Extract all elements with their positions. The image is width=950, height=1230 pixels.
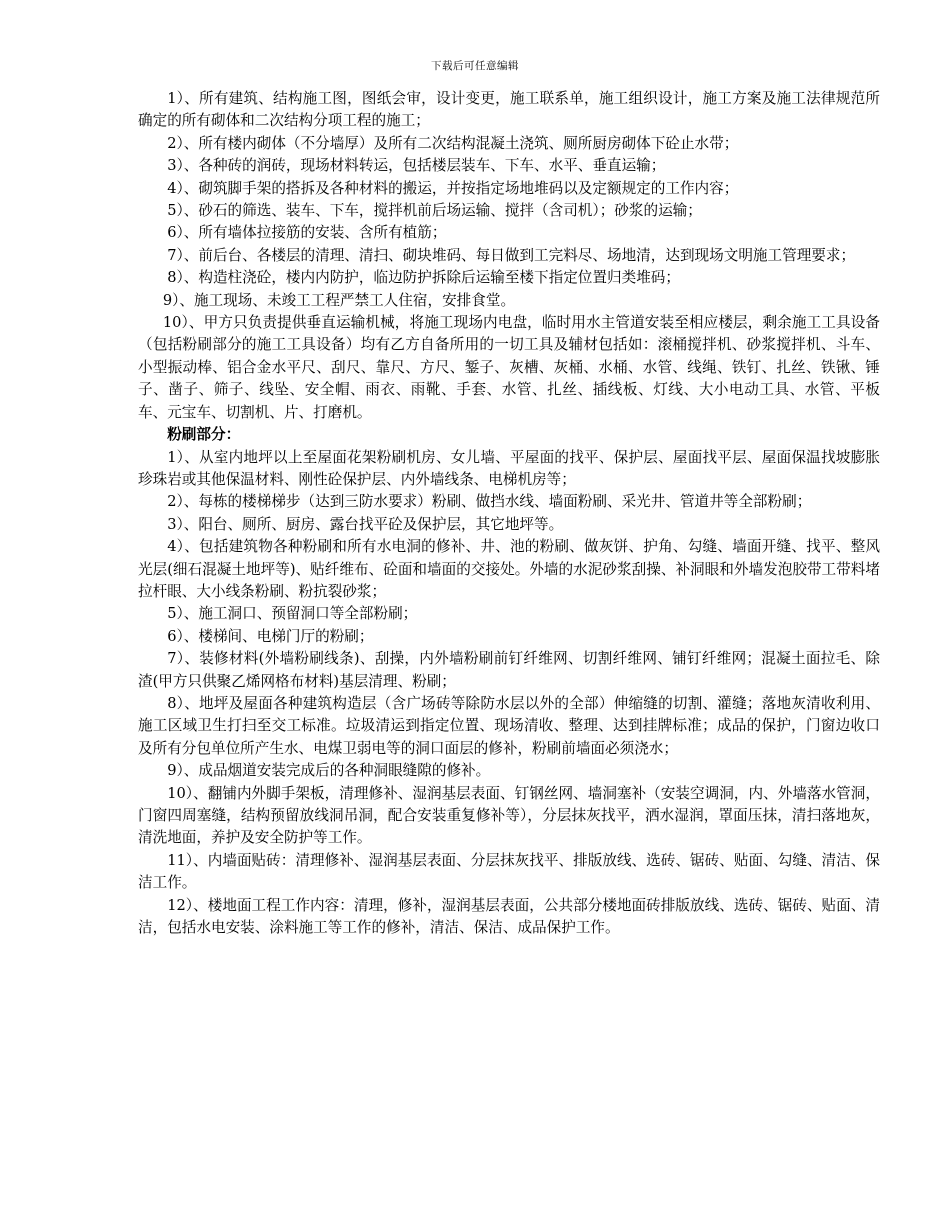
page-header: 下载后可任意编辑	[431, 60, 519, 72]
paragraph: 9）、施工现场、未竣工工程严禁工人住宿，安排食堂。	[162, 291, 516, 309]
paragraph: 10）、翻铺内外脚手架板，清理修补、湿润基层表面、钉钢丝网、墙洞塞补（安装空调洞，内、外墙落水管洞，门窗四周塞缝，结构预留放线洞吊洞，配合安装重复修补等），分层抹灰找平，洒水湿润，罩面压抹，清扫落地灰，清洗地面，养护及安全防护等工作。	[138, 784, 880, 847]
paragraph: 5）、施工洞口、预留洞口等全部粉刷；	[167, 605, 418, 623]
document-body	[138, 88, 880, 939]
paragraph: 11）、内墙面贴砖：清理修补、湿润基层表面、分层抹灰找平、排版放线、选砖、锯砖、贴面、勾缝、清洁、保洁工作。	[138, 851, 880, 892]
paragraph: 2）、所有楼内砌体（不分墙厚）及所有二次结构混凝土浇筑、厕所厨房砌体下砼止水带；	[167, 134, 739, 152]
paragraph: 8）、地坪及屋面各种建筑构造层（含广场砖等除防水层以外的全部）伸缩缝的切割、灌缝；落地灰清收利用、施工区域卫生打扫至交工标准。垃圾清运到指定位置、现场清收、整理、达到挂牌标准；成品的保护，门窗边收口及所有分包单位所产生水、电煤卫弱电等的洞口面层的修补，粉刷前墙面必须浇水；	[138, 694, 880, 757]
paragraph: 1）、从室内地坪以上至屋面花架粉刷机房、女儿墙、平屋面的找平、保护层、屋面找平层、屋面保温找坡膨胀珍珠岩或其他保温材料、刚性砼保护层、内外墙线条、电梯机房等；	[138, 448, 880, 488]
paragraph: 7）、前后台、各楼层的清理、清扫、砌块堆码、每日做到工完料尽、场地清，达到现场文明施工管理要求；	[167, 246, 856, 264]
paragraph: 6）、楼梯间、电梯门厅的粉刷；	[167, 627, 374, 645]
paragraph: 1）、所有建筑、结构施工图，图纸会审，设计变更，施工联系单，施工组织设计，施工方案及施工法律规范所确定的所有砌体和二次结构分项工程的施工；	[138, 90, 880, 130]
paragraph: 12）、楼地面工程工作内容：清理，修补，湿润基层表面，公共部分楼地面砖排版放线、选砖、锯砖、贴面、清洁，包括水电安装、涂料施工等工作的修补，清洁、保洁、成品保护工作。	[138, 896, 880, 937]
paragraph: 3）、阳台、厕所、厨房、露台找平砼及保护层，其它地坪等。	[167, 515, 564, 533]
paragraph: 5）、砂石的筛选、装车、下车，搅拌机前后场运输、搅拌（含司机）；砂浆的运输；	[167, 202, 702, 220]
paragraph: 8）、构造柱浇砼，楼内内防护，临边防护拆除后运输至楼下指定位置归类堆码；	[167, 269, 680, 287]
paragraph: 3）、各种砖的润砖，现场材料转运，包括楼层装车、下车、水平、垂直运输；	[167, 157, 666, 175]
paragraph: 7）、装修材料(外墙粉刷线条)、刮操，内外墙粉刷前钉纤维网、切割纤维网、铺钉纤维网；混凝土面拉毛、除渣(甲方只供聚乙烯网格布材料)基层清理、粉刷；	[138, 650, 880, 690]
section-title: 粉刷部分：	[167, 426, 241, 444]
paragraph: 10）、甲方只负责提供垂直运输机械，将施工现场内电盘，临时用水主管道安装至相应楼层，剩余施工工具设备（包括粉刷部分的施工工具设备）均有乙方自备所用的一切工具及辅材包括如：滚桶搅拌机、砂浆搅拌机、斗车、小型振动棒、铝合金水平尺、刮尺、靠尺、方尺、錾子、灰槽、灰桶、水桶、水管、线绳、铁钉、扎丝、铁锹、锤子、凿子、筛子、线坠、安全帽、雨衣、雨靴、手套、水管、扎丝、插线板、灯线、大小电动工具、水管、平板车、元宝车、切割机、片、打磨机。	[138, 314, 880, 421]
paragraph: 4）、砌筑脚手架的搭拆及各种材料的搬运，并按指定场地堆码以及定额规定的工作内容；	[167, 179, 739, 197]
paragraph: 4）、包括建筑物各种粉刷和所有水电洞的修补、井、池的粉刷、做灰饼、护角、勾缝、墙面开缝、找平、整风光层(细石混凝土地坪等)、贴纤维布、砼面和墙面的交接处。外墙的水泥砂浆刮操、补洞眼和外墙发泡胶带工带料堵拉杆眼、大小线条粉刷、粉抗裂砂浆；	[138, 538, 880, 600]
paragraph: 9）、成品烟道安装完成后的各种洞眼缝隙的修补。	[167, 762, 491, 780]
paragraph: 6）、所有墙体拉接筋的安装、含所有植筋；	[167, 224, 447, 242]
paragraph: 2）、每栋的楼梯梯步（达到三防水要求）粉刷、做挡水线、墙面粉刷、采光井、管道井等全部粉刷；	[167, 493, 812, 511]
